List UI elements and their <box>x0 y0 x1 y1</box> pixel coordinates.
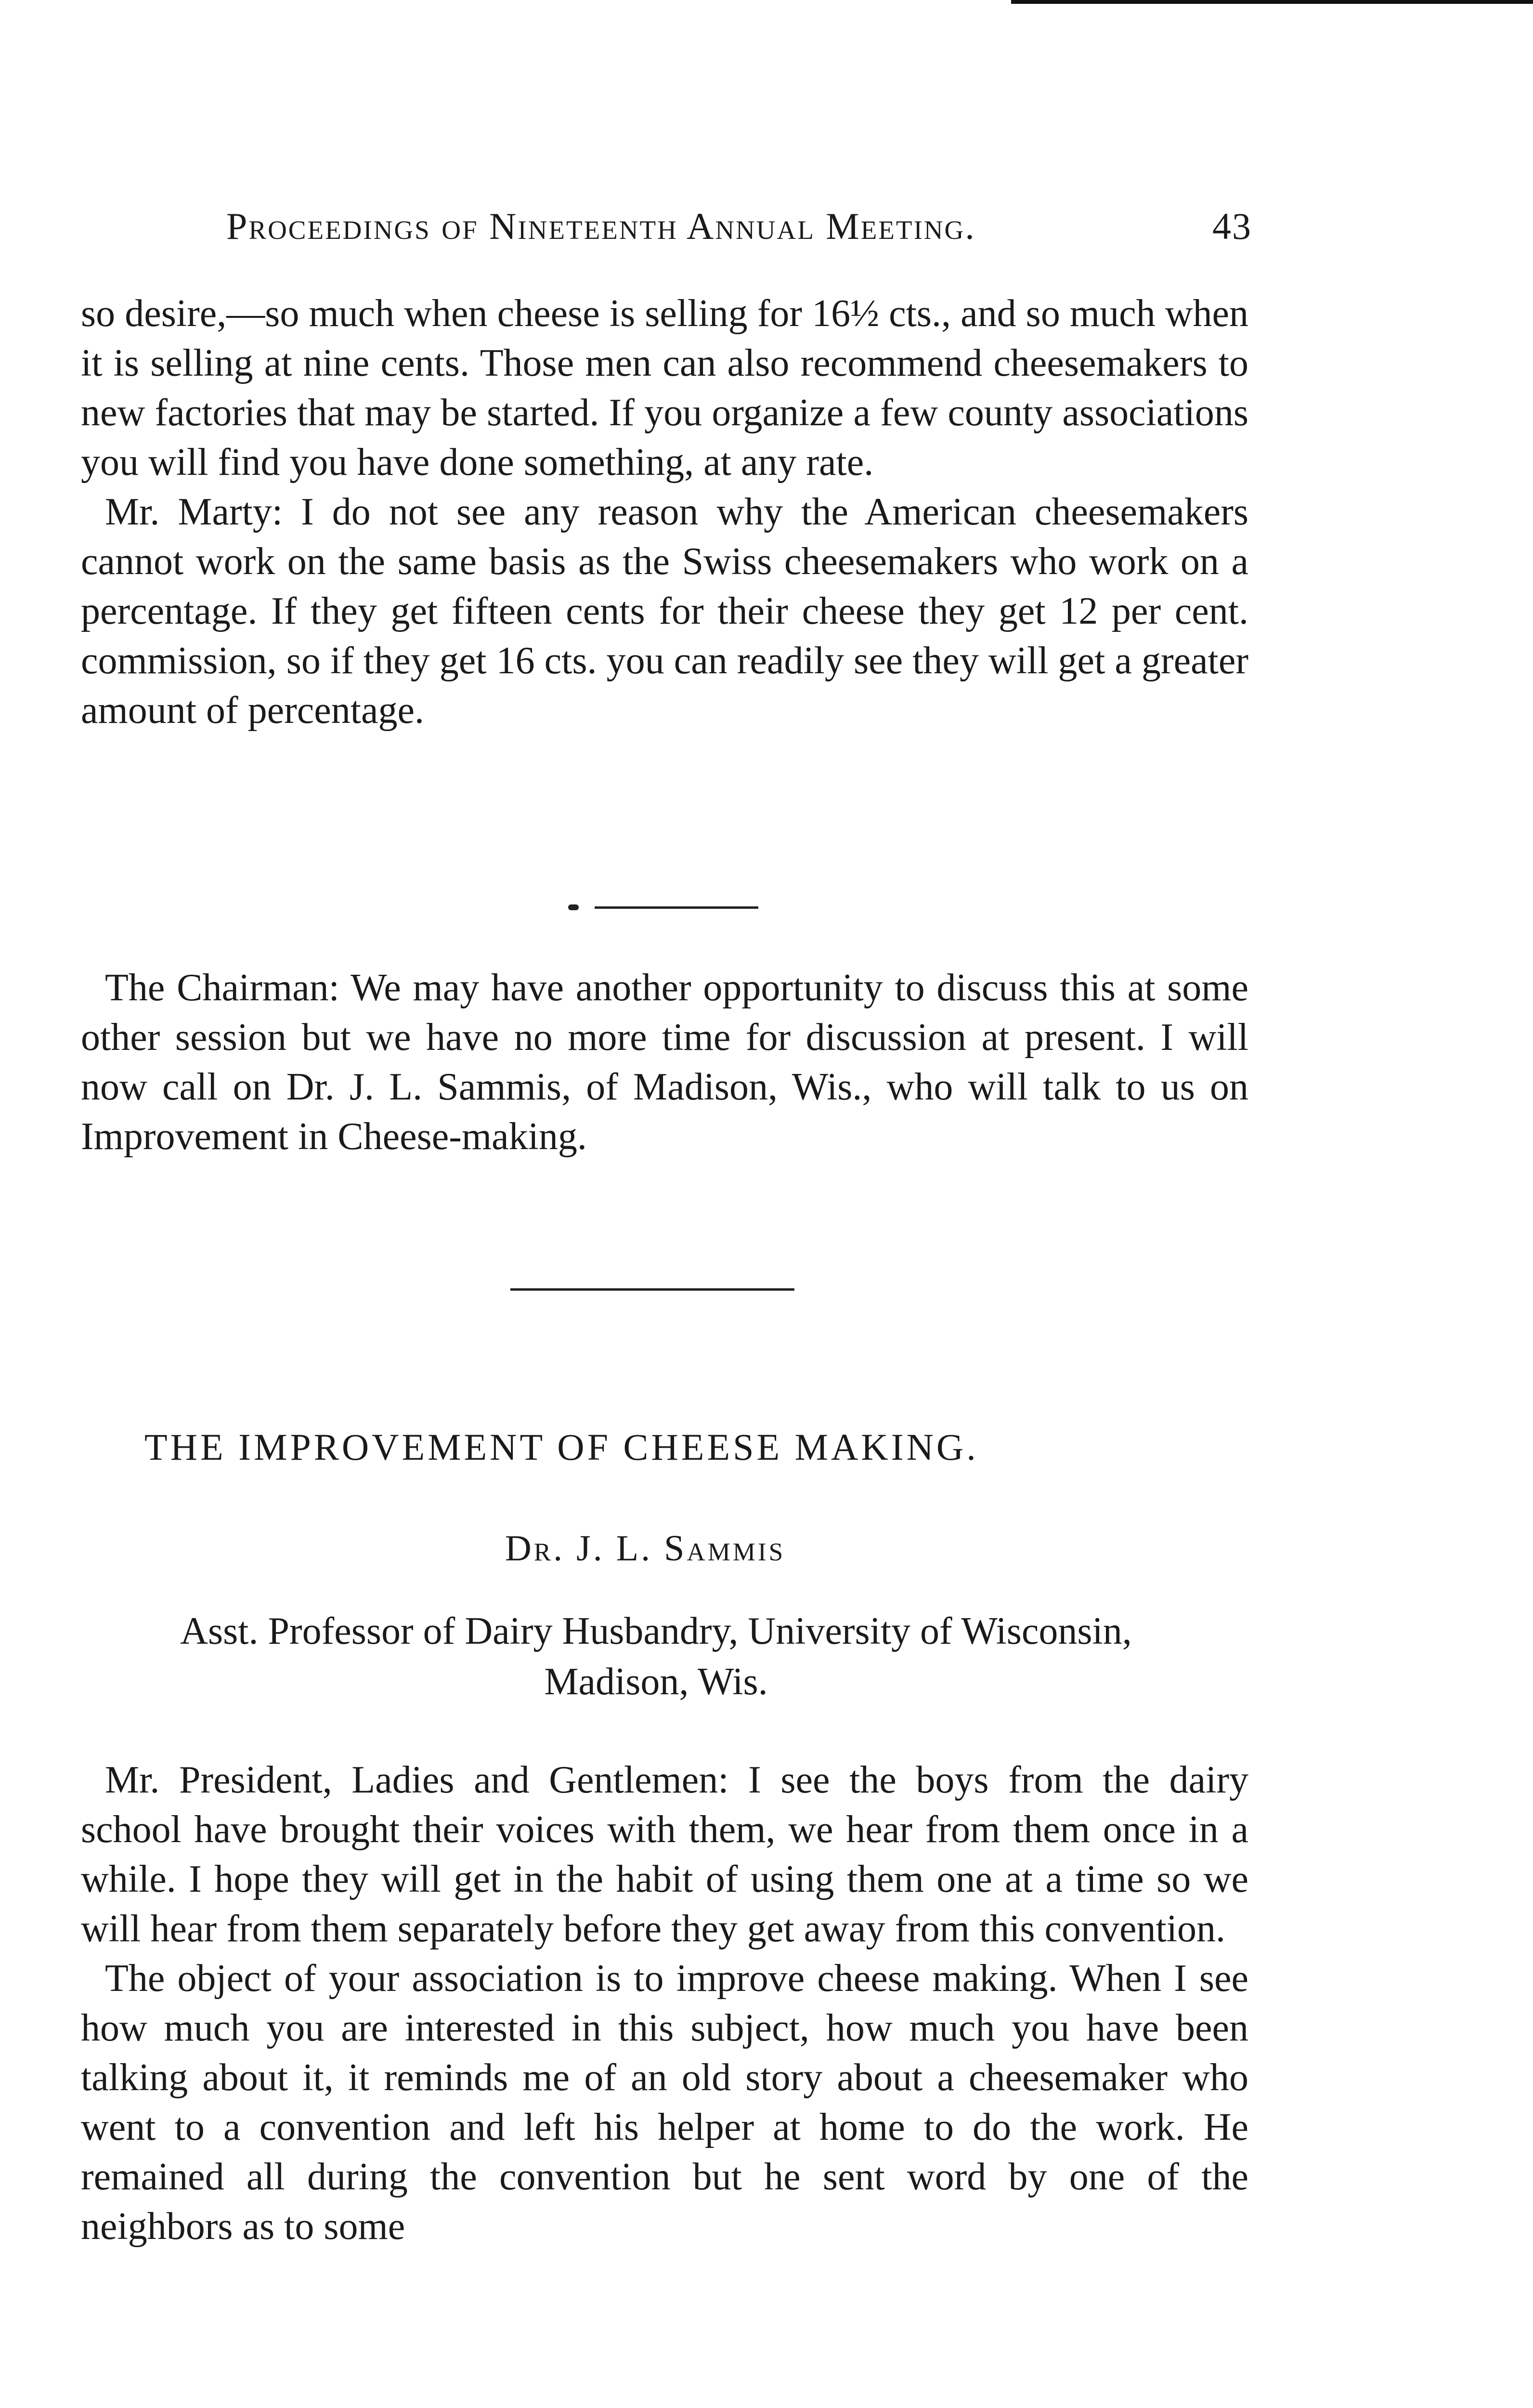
paragraph: The object of your association is to improve cheese making. When I see how much you are interested in this subject, how much you have been talking about it, it reminds me of an old story about a cheesemaker who went to a convention and left his helper at home to do the work. He remained all during the convention but he sent word by one of the neighbors as to some <box>81 1957 1248 2248</box>
paragraph: so desire,—so much when cheese is selling for 16½ cts., and so much when it is selling at nine cents. Those men can also recommend cheesemakers to new factories that may be started. If you organize a few county associations you will find you have done something, at any rate. <box>81 292 1248 484</box>
chairman-text <box>81 963 1248 1162</box>
affiliation-line: Asst. Professor of Dairy Husbandry, University of Wisconsin, <box>180 1610 1132 1652</box>
article-title: THE IMPROVEMENT OF CHEESE MAKING. <box>144 1426 979 1468</box>
article-author: Dr. J. L. Sammis <box>505 1528 786 1569</box>
affiliation-line: Madison, Wis. <box>544 1661 768 1703</box>
author-affiliation <box>72 1606 1240 1707</box>
scan-edge-top <box>1011 0 1533 4</box>
paragraph: The Chairman: We may have another opportunity to discuss this at some other session but we have no more time for discussion at present. I will now call on Dr. J. L. Sammis, of Madison, Wis., who will talk to us on Improvement in Cheese-making. <box>81 967 1248 1158</box>
divider-rule <box>595 906 758 909</box>
running-head <box>226 202 1252 250</box>
paragraph: Mr. President, Ladies and Gentlemen: I see the boys from the dairy school have brought their voices with them, we hear from them once in a while. I hope they will get in the habit of using them one at a time so we will hear from them separately before they get away from this convention. <box>81 1759 1248 1950</box>
discussion-text <box>81 289 1248 735</box>
section-rule <box>510 1288 794 1291</box>
running-head-title: Proceedings of Nineteenth Annual Meeting. <box>226 205 976 247</box>
article-body <box>81 1755 1248 2251</box>
paragraph: Mr. Marty: I do not see any reason why the American cheesemakers cannot work on the same basis as the Swiss cheesemakers who work on a percentage. If they get fifteen cents for their cheese they get 12 per cent. commission, so if they get 16 cts. you can readily see they will get a greater amount of percentage. <box>81 491 1248 732</box>
page-number: 43 <box>1212 205 1252 247</box>
divider-dot <box>568 904 579 910</box>
